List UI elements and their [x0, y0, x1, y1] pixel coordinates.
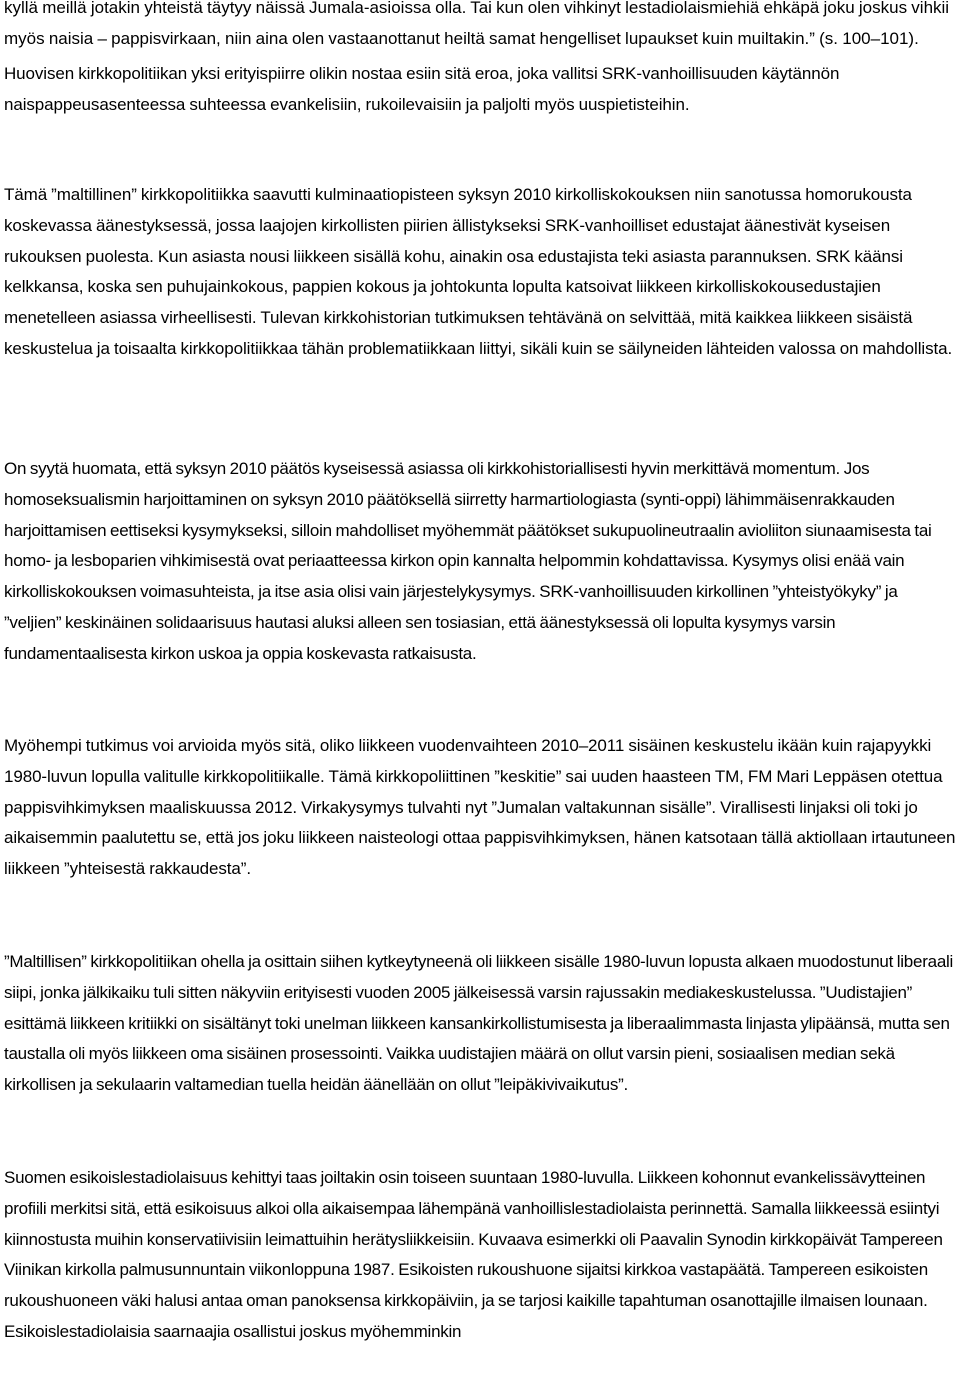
paragraph-2010-decision: On syytä huomata, että syksyn 2010 päätös kyseisessä asiassa oli kirkkohistoriallisesti hyvin merkittävä momentum. Jos homoseksualismin harjoittaminen on syksyn 2010 päätöksellä siirretty harmartiologiasta (synti-oppi) lähimmäisenrakkauden harjoittamisen eettiseksi kysymykseksi, silloin mahdolliset myöhemmät päätökset sukupuolineutraalin avioliiton siunaamisesta tai homo- ja lesboparien vihkimisestä ovat periaatteessa kirkon opin kannalta helpommin kohdattavissa. Kysymys olisi enää vain kirkolliskokouksen voimasuhteista, ja itse asia olisi vain järjestelykysymys. SRK-vanhoillisuuden kirkollinen ”yhteistyökyky” ja ”veljien” keskinäinen solidaarisuus hautasi aluksi alleen sen tosiasian, että äänestyksessä oli lopulta kysymys varsin fundamentaalisesta kirkon uskoa ja oppia koskevasta ratkaisusta. [4, 459, 932, 663]
paragraph-firstborn-laestadianism: Suomen esikoislestadiolaisuus kehittyi taas joiltakin osin toiseen suuntaan 1980-luvulla. Liikkeen kohonnut evankelissävytteinen profiili merkitsi sitä, että esikoisuus alkoi olla aikaisempaa lähempänä vanhoillislestadiolaista perinnettä. Samalla liikkeessä esiintyi kiinnostusta muihin konservatiivisiin leimattuihin herätysliikkeisiin. Kuvaava esimerkki oli Paavalin Synodin kirkkopäivät Tampereen Viinikan kirkolla palmusunnuntain viikonloppuna 1987. Esikoisten rukoushuone sijaitsi kirkkoa vastapäätä. Tampereen esikoisten rukoushuoneen väki halusi antaa oman panoksensa kirkkopäiviin, ja se tarjosi kaikille tapahtuman osanottajille ilmaisen lounaan. Esikoislestadiolaisia saarnaajia osallistui joskus myöhemminkin [4, 1168, 943, 1341]
paragraph-moderate-policy: Tämä ”maltillinen” kirkkopolitiikka saavutti kulminaatiopisteen syksyn 2010 kirkolliskokouksen niin sanotussa homorukousta koskevassa äänestyksessä, jossa laajojen kirkollisten piirien ällistykseksi SRK-vanhoilliset edustajat äänestivät kyseisen rukouksen puolesta. Kun asiasta nousi liikkeen sisällä kohu, ainakin osa edustajista teki asiasta parannuksen. SRK käänsi kelkkansa, koska sen puhujainkokous, pappien kokous ja johtokunta lopulta katsoivat liikkeen kirkolliskokousedustajien menetelleen asiassa virheellisesti. Tulevan kirkkohistorian tutkimuksen tehtävänä on selvittää, mitä kaikkea liikkeen sisäistä keskustelua ja toisaalta kirkkopolitiikkaa tähän problematiikkaan liittyi, sikäli kuin se säilyneiden lähteiden valossa on mahdollista. [4, 185, 953, 358]
paragraph-liberal-wing: ”Maltillisen” kirkkopolitiikan ohella ja osittain siihen kytkeytyneenä oli liikkeen sisälle 1980-luvun lopusta alkaen muodostunut liberaali siipi, jonka jälkikaiku tuli sitten näkyviin erityisesti vuoden 2005 jälkeisessä varsin rajussakin mediakeskustelussa. ”Uudistajien” esittämä liikkeen kritiikki on sisältänyt toki unelman liikkeen kansankirkollistumisesta ja liberaalimmasta linjasta ylipäänsä, mutta sen taustalla oli myös liikkeen oma sisäinen prosessointi. Vaikka uudistajien määrä on ollut varsin pieni, sosiaalisen median sekä kirkollisen ja sekulaarin valtamedian tuella heidän äänellään on ollut ”leipäkivivaikutus”. [4, 952, 954, 1095]
paragraph-continuation: kyllä meillä jotakin yhteistä täytyy näissä Jumala-asioissa olla. Tai kun olen vihkinyt lestadiolaismiehiä ehkäpä joku joskus vihkii myös naisia – pappisvirkaan, niin aina olen vastaanottanut heiltä samat hengelliset lupaukset kuin muiltakin.” (s. 100–101). [4, 0, 950, 48]
paragraph-huovinen-policy: Huovisen kirkkopolitiikan yksi erityispiirre olikin nostaa esiin sitä eroa, joka vallitsi SRK-vanhoillisuuden käytännön naispappeusasenteessa suhteessa evankelisiin, rukoilevaisiin ja paljolti myös uuspietisteihin. [4, 64, 840, 114]
paragraph-later-research: Myöhempi tutkimus voi arvioida myös sitä, oliko liikkeen vuodenvaihteen 2010–2011 sisäinen keskustelu ikään kuin rajapyykki 1980-luvun lopulla valitulle kirkkopolitiikalle. Tämä kirkkopoliittinen ”keskitie” sai uuden haasteen TM, FM Mari Leppäsen otettua pappisvihkimyksen maaliskuussa 2012. Virkakysymys tulvahti nyt ”Jumalan valtakunnan sisälle”. Virallisesti linjaksi oli toki jo aikaisemmin paalutettu se, että jos joku liikkeen naisteologi ottaa pappisvihkimyksen, hänen katsotaan tällä aktiollaan irtautuneen liikkeen ”yhteisestä rakkaudesta”. [4, 736, 956, 879]
